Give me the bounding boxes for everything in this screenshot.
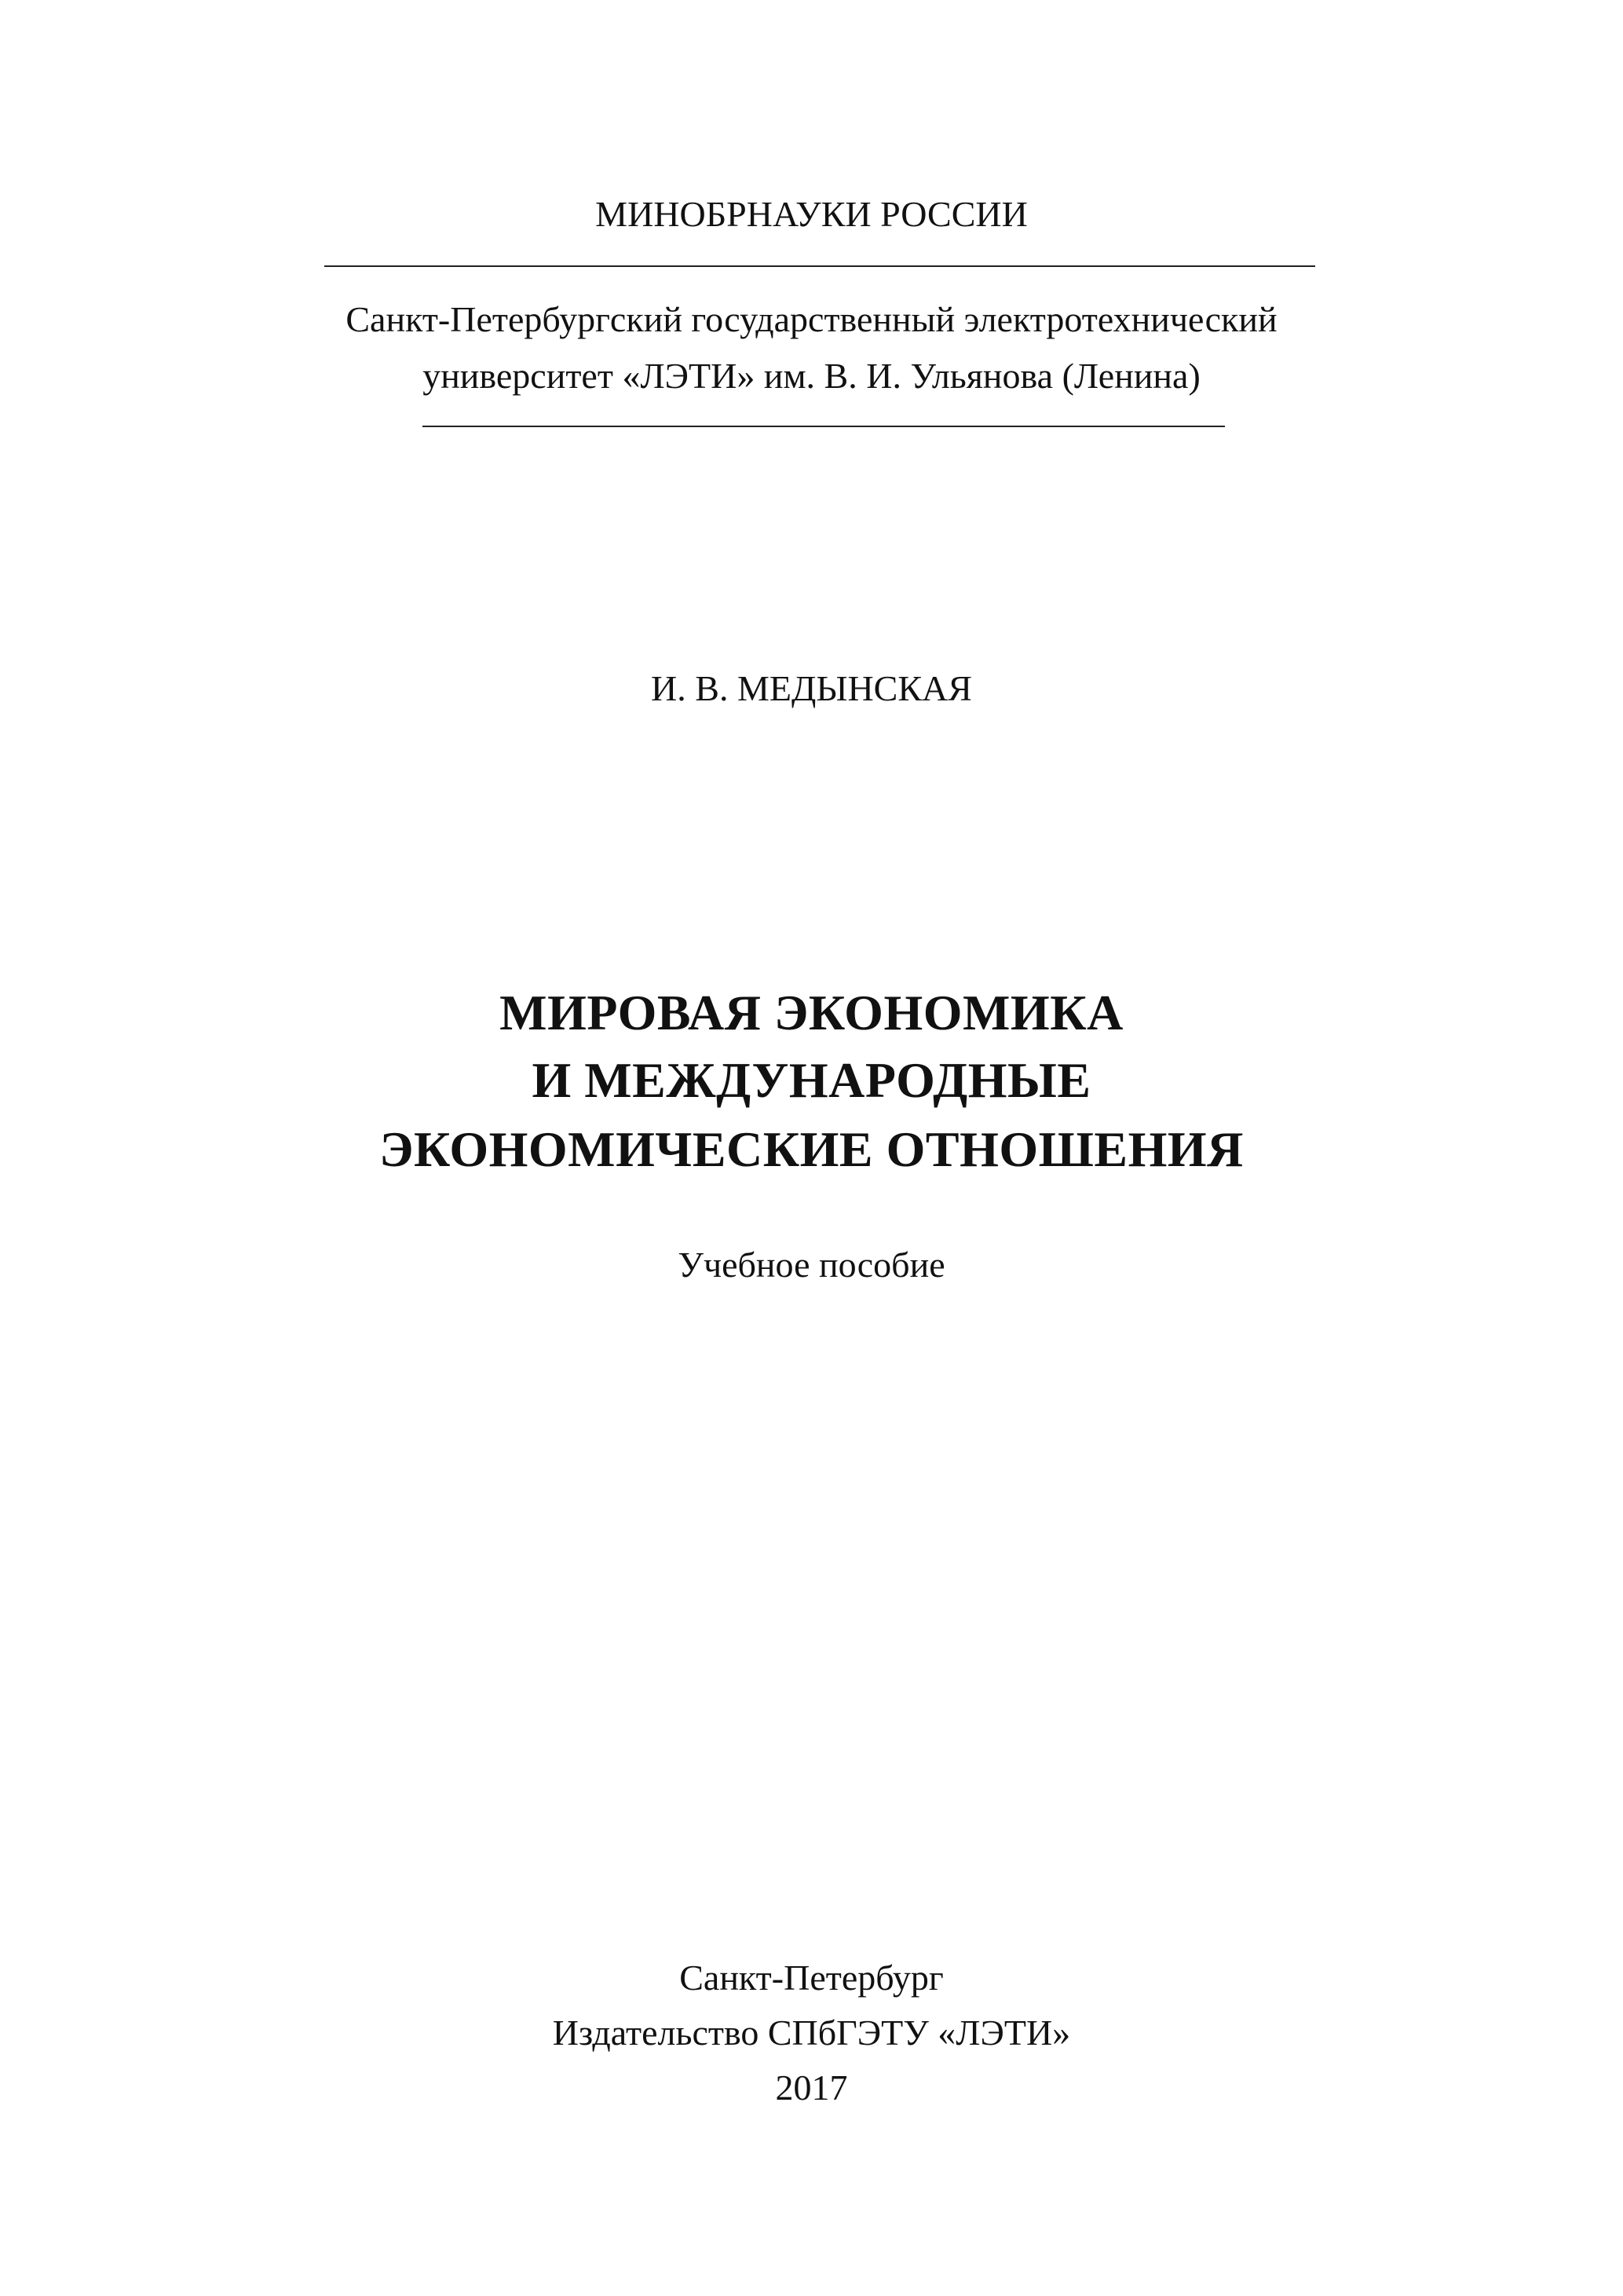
university-name-line1: Санкт-Петербургский государственный электротехнический (345, 299, 1278, 339)
book-title-line3: ЭКОНОМИЧЕСКИЕ ОТНОШЕНИЯ (379, 1121, 1244, 1177)
header-rule-bottom (422, 426, 1225, 427)
imprint-publisher: Издательство СПбГЭТУ «ЛЭТИ» (552, 2013, 1071, 2053)
book-title-line1: МИРОВАЯ ЭКОНОМИКА (499, 985, 1124, 1040)
book-title-line2: И МЕЖДУНАРОДНЫЕ (532, 1052, 1091, 1108)
ministry-name: МИНОБРНАУКИ РОССИИ (595, 194, 1028, 234)
imprint-city: Санкт-Петербург (679, 1958, 944, 1998)
header-rule-top (324, 265, 1315, 267)
university-name-line2: университет «ЛЭТИ» им. В. И. Ульянова (Ленина) (422, 356, 1201, 396)
imprint-year: 2017 (775, 2067, 848, 2108)
book-subtitle: Учебное пособие (678, 1245, 945, 1285)
author-name: И. В. МЕДЫНСКАЯ (651, 668, 972, 708)
